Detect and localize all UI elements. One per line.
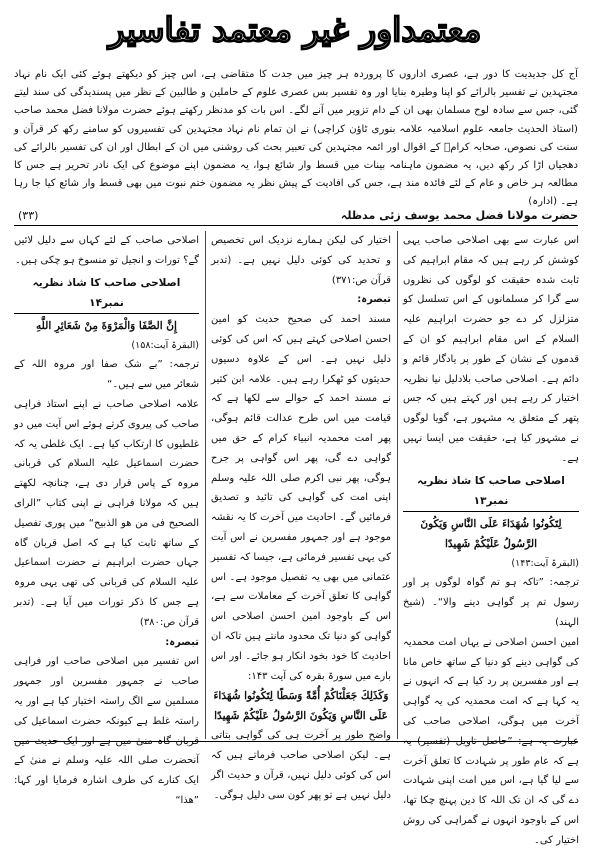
- column-paragraph: واضح طور پر آخرت ہی کی گواہی بتاتی ہے۔ لیکن اصلاحی صاحب فرماتے ہیں کہ اس کی کوئی دلیل نہیں، قرآن و حدیث اگر دلیل نہیں ہے تو پھر کون سی دلیل ہوگی۔: [211, 730, 391, 801]
- column-paragraph: مسند احمد کی صحیح حدیث کو امین احسن اصلاحی کہتے ہیں کہ اس کی کوئی دلیل نہیں ہے۔ اس کے علاوہ دسیوں حدیثوں کو ٹھکرا رہے ہیں۔ علامہ ابن کثیر نے مسند احمد کے حوالے سے لکھا ہے کہ قیامت میں اس طرح عدالت قائم ہوگی، پھر امت محمدیہ انبیاء کرام کے حق میں گواہی دے گی، پھر اس گواہی پر جرح ہوگی، پھر نبی اکرم صلی اللہ علیہ وسلم اپنی امت کی گواہی کی تائید و تصدیق فرمائیں گے۔ احادیث میں آخرت کا یہ نقشہ موجود ہے اور جمہور مفسرین نے اس آیت کی یہی تفسیر فرمائی ہے، جیسا کہ تفسیر عثمانی میں بھی یہ تفصیل موجود ہے۔ اس گواہی کا تعلق آخرت کے معاملات سے ہے، اس کے باوجود امین احسن اصلاحی اس گواہی کو دنیا تک محدود مانتے ہیں تاکہ ان احادیث کا خود بخود انکار ہو جائے۔ اور اس بارے میں سورۃ بقرہ کی آیت ۱۴۳:: [211, 314, 391, 682]
- section-heading: اصلاحی صاحب کا شاذ نظریہ نمبر۱۴: [14, 273, 199, 314]
- column-paragraph: اصلاحی صاحب کے لئے کہاں سے دلیل لائیں گے؟ تورات و انجیل تو منسوخ ہو چکی ہیں۔: [14, 235, 199, 266]
- verse-reference: (البقرۃ آیت:۱۴۳): [511, 557, 579, 569]
- bottom-rule: [14, 741, 578, 742]
- column-divider: [205, 231, 206, 739]
- author-byline: حضرت مولانا فضل محمد یوسف زئی مدظلہ: [340, 209, 578, 222]
- column-paragraph: اختیار کی لیکن ہمارے نزدیک اس تخصیص و تحدید کی کوئی دلیل نہیں ہے۔ (تدبر قرآن ص:۳۷۱): [211, 235, 391, 286]
- quran-verse: وَكَذَلِكَ جَعَلْنَاكُمْ أُمَّةً وَسَطًا لِتَكُونُوا شُهَدَاءَ عَلَى النَّاسِ وَيَكُونَ الرَّسُولُ عَلَيْكُمْ شَهِيدًا: [213, 690, 389, 723]
- column-paragraph: اس عبارت سے بھی اصلاحی صاحب یہی کوشش کر رہے ہیں کہ مقام ابراہیم کی ثابت شدہ حقیقت کو لوگوں کی نظروں سے گرا کر مسلمانوں کے اس تسلسل کو متزلزل کر دے جو حضرت ابراہیم علیہ السلام کے اس مقام ابراہیم کو ان کے قدموں کے نشان کے طور پر یادگار قائم و دائم ہے۔ اصلاحی صاحب بلادلیل نیا نظریہ اختیار کر رہے ہیں اور کہتے ہیں کہ جس پتھر کے متعلق یہ مشہور ہے، گویا لوگوں نے مشہور کیا ہے، حقیقت میں ایسا نہیں ہے۔: [403, 235, 579, 464]
- column-left: [14, 231, 199, 806]
- quran-verse: إِنَّ الصَّفَا وَالْمَرْوَةَ مِنْ شَعَائِرِ اللَّهِ: [36, 319, 177, 332]
- translation: ترجمہ: ”بے شک صفا اور مروہ اللہ کے شعائر میں سے ہیں۔“: [14, 359, 199, 391]
- section-heading: اصلاحی صاحب کا شاذ نظریہ نمبر۱۳: [403, 471, 579, 512]
- page-number: (۳۳): [18, 209, 39, 222]
- column-paragraph: علامہ اصلاحی صاحب نے اپنے استاذ فراہی صاحب کی پیروی کرتے ہوئے اس آیت میں دو غلطیوں کا ارتکاب کیا ہے۔ ایک غلطی یہ کہ حضرت اسماعیل علیہ السلام کی قربانی مروہ کے پاس قرار دی ہے، چنانچہ لکھتے ہیں کہ مولانا فراہی نے اپنی کتاب ”الرای الصحیح فی من ھو الذبیح“ میں پوری تفصیل کے ساتھ ثابت کیا ہے کہ اصل قربان گاہ جہاں حضرت ابراہیم نے حضرت اسماعیل علیہ السلام کی قربانی کی تھی یہی مروہ ہے جس کا ذکر تورات میں آیا ہے۔ (تدبر قرآن ص:۳۸۰): [14, 398, 199, 628]
- translation: ترجمہ: ”تاکہ ہو تم گواہ لوگوں پر اور رسول تم پر گواہی دینے والا“۔ (شیخ الہند): [403, 577, 579, 628]
- column-middle: [211, 231, 391, 801]
- column-divider: [397, 231, 398, 739]
- commentary-heading: تبصرہ:: [165, 636, 199, 648]
- column-paragraph: امین احسن اصلاحی نے یہاں امت محمدیہ کی گواہی دینے کو دنیا کے ساتھ خاص مانا ہے اور مفسرین پر رد کیا ہے کہ انہوں نے یہ کہا ہے کہ امت محمدیہ کی یہ گواہی آخرت میں ہوگی، اصلاحی صاحب کی عبارت یہ ہے: ”حاصل تاویل (تفسیر) یہ ہے کہ عام طور پر شہادت کا تعلق آخرت سے لیا گیا ہے، اس میں امت اپنی شہادت دے گی کہ ان تک اللہ کا دین پہنچ چکا تھا، اس کے باوجود انہوں نے گمراہی کی روش اختیار کی۔: [403, 636, 579, 846]
- top-rule: [14, 225, 578, 226]
- commentary-heading: تبصرہ:: [357, 294, 391, 306]
- column-paragraph: اس تفسیر میں اصلاحی صاحب اور فراہی صاحب نے جمہور مفسرین اور جمہور مسلمین سے الگ راستہ اختیار کیا ہے اور یہ راستہ غلط ہے کیونکہ حضرت اسماعیل کی قربان گاہ منیٰ میں ہے اور ایک حدیث میں آنحضرت صلی اللہ علیہ وسلم نے منیٰ کے ایک کنارے کی طرف اشارہ فرمایا اور کہا: ”ھذا“: [14, 656, 199, 806]
- intro-paragraph: آج کل جدیدیت کا دور ہے، عصری اداروں کا پروردہ ہر چیز میں جدت کا متقاضی ہے، اس چیز کو دیکھتے ہوئے کئی ایک نام نہاد مجتہدین نے تفسیر بالرائے کو اپنا وطیرہ بنایا اور وہ تفسیر بس عصری علوم کے حاملین و طالبین کے نظر میں پسندیدگی کی سند لیتے گئی، جس سے سادہ لوح مسلمان بھی ان کے دام تزویر میں آنے لگے۔ اس بات کو مدنظر رکھتے ہوئے حضرت مولانا فضل محمد صاحب (استاذ الحدیث جامعہ علوم اسلامیہ علامہ بنوری ٹاؤن کراچی) نے ان تمام نام نہاد مجتہدین کی تفسیروں کو سامنے رکھ کر قرآن و سنت کی نصوص، صحابہ کرامؓ کے اقوال اور ائمہ مجتہدین کی تعبیر بحث کی روشنی میں ان کے ابطال اور ان کی تفسیر بالرائے کی دھجیاں اڑا کر رکھ دیں، یہ مضمون ماہنامہ بینات میں قسط وار شائع ہوا، یہ مضمون اپنے موضوع کی ایک نادر تحریر ہے جس کا مطالعہ ہر خاص و عام کے لئے فائدہ مند ہے، جس کی افادیت کے پیش نظر یہ مضمون ختم نبوت میں بھی قسط وار شائع کیا جا رہا ہے۔ (ادارہ): [14, 69, 578, 208]
- byline-row: [14, 207, 578, 225]
- page-title: معتمداور غیر معتمد تفاسیر: [108, 10, 482, 49]
- column-right: [403, 231, 579, 846]
- quran-verse: لِتَكُونُوا شُهَدَاءَ عَلَى النَّاسِ وَيَكُونَ الرَّسُولُ عَلَيْكُمْ شَهِيدًا: [420, 517, 562, 550]
- verse-reference: (البقرۃ آیت:۱۵۸): [131, 339, 199, 351]
